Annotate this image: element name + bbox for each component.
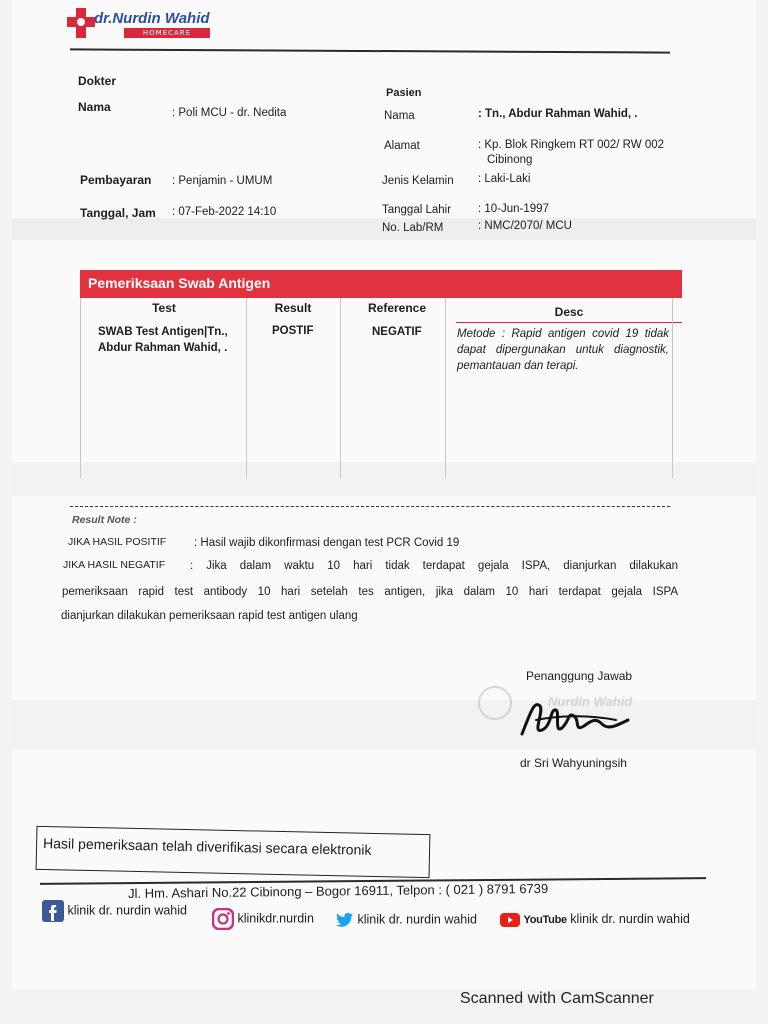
gender-value: : Laki-Laki [478,173,531,185]
footer-facebook [42,900,187,922]
footer-youtube [500,912,690,927]
address-value-line1: : Kp. Blok Ringkem RT 002/ RW 002 [478,139,665,151]
reference-value: NEGATIF [372,326,422,338]
lab-label: No. Lab/RM [382,222,444,234]
result-note-title: Result Note : [72,514,137,526]
scanner-watermark: Scanned with CamScanner [460,990,654,1007]
logo-subtitle-bar [124,28,210,38]
doctor-name-value: : Poli MCU - dr. Nedita [172,107,287,119]
instagram-icon [212,908,234,930]
medical-cross-icon [66,6,96,42]
section-divider [70,506,670,507]
address-label: Alamat [384,140,420,152]
payment-label: Pembayaran [80,173,152,187]
signature-title: Penanggung Jawab [526,669,633,683]
patient-name-value: : Tn., Abdur Rahman Wahid, . [478,108,638,120]
patient-name-label: Nama [384,110,415,122]
test-name-line1: SWAB Test Antigen|Tn., [98,326,228,338]
facebook-icon [42,900,64,922]
negative-text-line3: dianjurkan dilakukan pemeriksaan rapid test antigen ulang [61,610,358,622]
negative-label: JIKA HASIL NEGATIF [63,559,166,571]
youtube-handle: klinik dr. nurdin wahid [570,912,690,926]
table-border [80,298,81,478]
stamp-mark [478,686,512,720]
stamp-text: Nurdin Wahid [548,694,633,709]
payment-value: : Penjamin - UMUM [172,175,273,187]
instagram-handle: klinikdr.nurdin [237,911,314,926]
lab-value: : NMC/2070/ MCU [478,220,572,232]
footer-address: Jl. Hm. Ashari No.22 Cibinong – Bogor 16911, Telpon : ( 021 ) 8791 6739 [128,880,549,901]
table-divider [445,298,446,478]
doctor-name-label: Nama [78,100,111,114]
datetime-label: Tanggal, Jam [80,206,156,220]
clinic-logo [66,4,236,46]
footer-twitter [336,912,477,928]
column-header-reference: Reference [367,301,427,315]
youtube-icon [500,913,520,927]
test-name-line2: Abdur Rahman Wahid, . [98,342,228,354]
table-divider [340,298,341,478]
signer-name: dr Sri Wahyuningsih [520,756,627,770]
datetime-value: : 07-Feb-2022 14:10 [172,206,277,218]
positive-label: JIKA HASIL POSITIF [68,536,167,548]
column-header-test: Test [152,301,176,315]
negative-text-line1: : Jika dalam waktu 10 hari tidak terdapat gejala ISPA, dianjurkan dilakukan [190,560,678,572]
logo-subtext: HOMECARE [142,29,192,37]
positive-text: : Hasil wajib dikonfirmasi dengan test PCR Covid 19 [194,537,460,549]
result-value: POSTIF [272,325,314,337]
exam-section-title: Pemeriksaan Swab Antigen [80,270,682,298]
verification-text: Hasil pemeriksaan telah diverifikasi secara elektronik [42,835,372,858]
description-text: Metode : Rapid antigen covid 19 tidak dapat dipergunakan untuk diagnostik, pemantauan dan terapi. [457,328,669,372]
column-header-result: Result [274,301,312,315]
gender-label: Jenis Kelamin [382,175,454,187]
verification-box [36,826,431,878]
facebook-handle: klinik dr. nurdin wahid [67,903,187,918]
footer-instagram [212,908,314,930]
address-value-line2: Cibinong [487,154,533,166]
youtube-wordmark: YouTube [523,914,567,926]
paper-fold-shadow [12,700,756,750]
exam-table [80,298,682,488]
dob-label: Tanggal Lahir [382,204,452,216]
dob-value: : 10-Jun-1997 [478,203,549,215]
table-divider [246,298,247,478]
negative-text-line2: pemeriksaan rapid test antibody 10 hari setelah tes antigen, jika dalam 10 hari terdapat gejala ISPA [62,586,678,598]
column-header-desc: Desc [554,305,584,319]
logo-text: dr.Nurdin Wahid [94,10,210,27]
signature-image [516,690,636,744]
twitter-handle: klinik dr. nurdin wahid [357,912,477,927]
doctor-section-label: Dokter [78,74,117,88]
header-underline [456,322,682,323]
patient-section-label: Pasien [386,87,422,99]
twitter-icon [336,912,354,928]
table-border [672,298,673,478]
